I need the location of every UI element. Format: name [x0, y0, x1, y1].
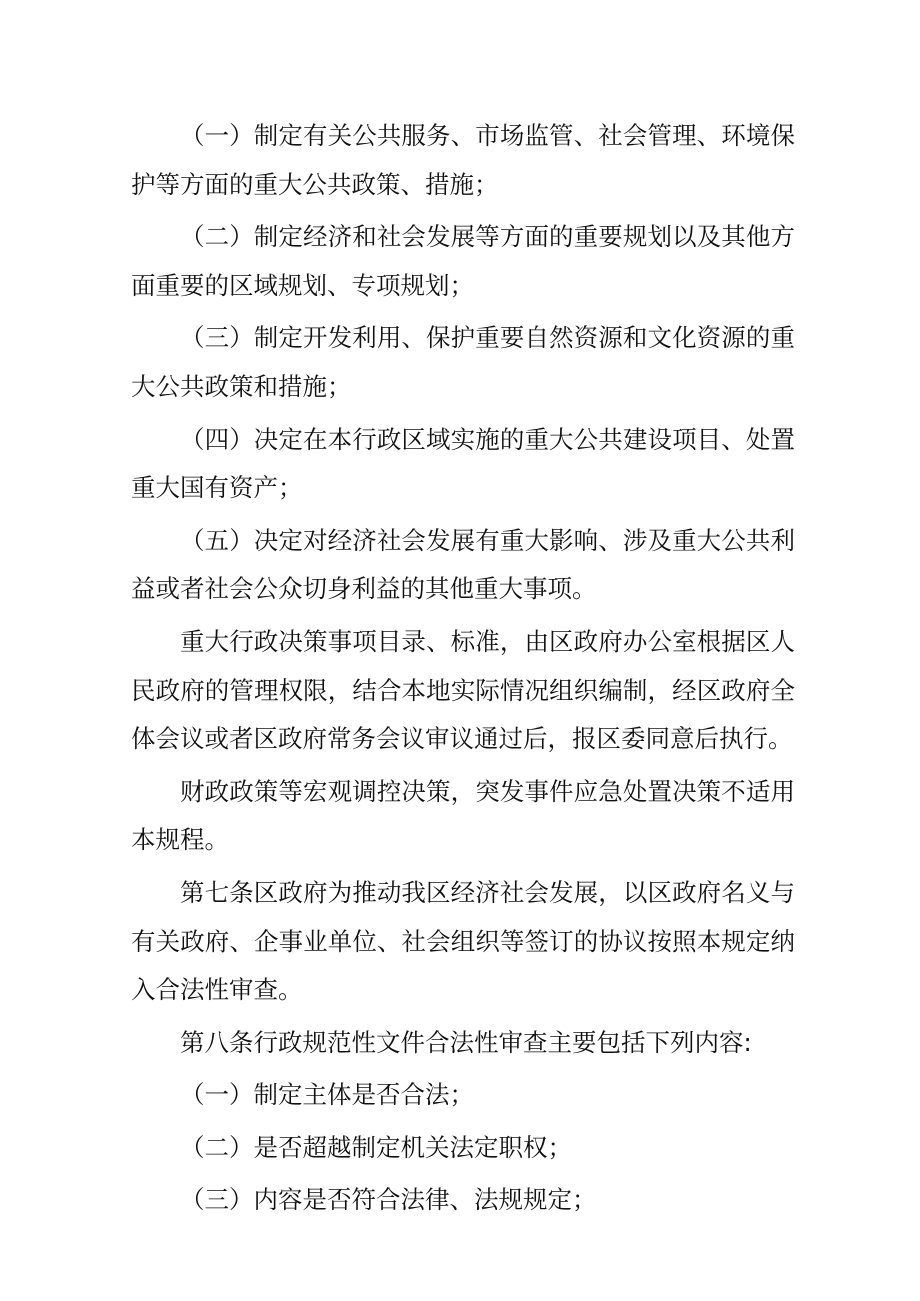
paragraph-item-2: （二）制定经济和社会发展等方面的重要规划以及其他方面重要的区域规划、专项规划； [131, 222, 795, 300]
paragraph-exclusion: 财政政策等宏观调控决策，突发事件应急处置决策不适用本规程。 [131, 776, 795, 855]
paragraph-item-1: （一）制定有关公共服务、市场监管、社会管理、环境保护等方面的重大公共政策、措施； [131, 121, 795, 199]
paragraph-catalog-standard: 重大行政决策事项目录、标准，由区政府办公室根据区人民政府的管理权限，结合本地实际情况组织编制，经区政府全体会议或者区政府常务会议审议通过后，报区委同意后执行。 [131, 626, 795, 754]
paragraph-item-5: （五）决定对经济社会发展有重大影响、涉及重大公共利益或者社会公众切身利益的其他重大事项。 [131, 525, 795, 604]
paragraph-article-7: 第七条区政府为推动我区经济社会发展，以区政府名义与有关政府、企事业单位、社会组织等签订的协议按照本规定纳入合法性审查。 [131, 877, 795, 1005]
paragraph-item-3: （三）制定开发利用、保护重要自然资源和文化资源的重大公共政策和措施； [131, 323, 795, 401]
paragraph-review-item-2: （二）是否超越制定机关法定职权； [180, 1132, 572, 1162]
paragraph-article-8: 第八条行政规范性文件合法性审查主要包括下列内容: [180, 1027, 752, 1057]
paragraph-item-4: （四）决定在本行政区域实施的重大公共建设项目、处置重大国有资产； [131, 424, 795, 503]
paragraph-review-item-1: （一）制定主体是否合法； [180, 1080, 474, 1110]
paragraph-review-item-3: （三）内容是否符合法律、法规规定； [180, 1185, 597, 1215]
document-body [131, 112, 795, 1229]
